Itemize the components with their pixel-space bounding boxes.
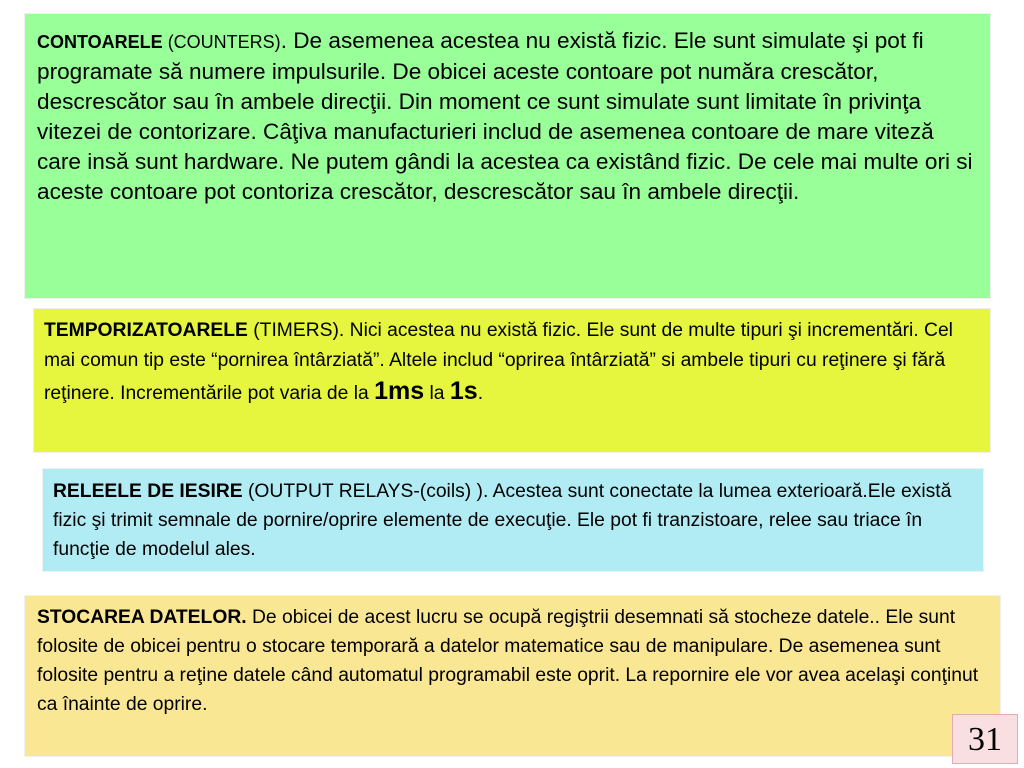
counters-subtitle: (COUNTERS) <box>162 32 281 52</box>
relays-title: RELEELE DE IESIRE <box>53 481 243 502</box>
page-number: 31 <box>952 714 1018 764</box>
counters-title: CONTOARELE <box>37 32 163 52</box>
timers-text: (TIMERS). Nici acestea nu există fizic. Ele sunt de multe tipuri şi incrementări. Cel mai comun tip este “pornirea întârziată”. Altele includ “oprirea întârziată” si ambele tipuri cu reţinere şi fără reţinere. Incrementările pot varia de la <box>44 320 953 404</box>
counters-paragraph <box>37 26 976 207</box>
counters-text: . De asemenea acestea nu există fizic. Ele sunt simulate şi pot fi programate să numere impulsurile. De obicei aceste contoare pot număra crescător, descrescător sau în ambele direcţii. Din moment ce sunt simulate sunt limitate în privinţa vitezei de contorizare. Câţiva manufacturieri includ de asemenea contoare de mare viteză care insă sunt hardware. Ne putem gândi la acestea ca existând fizic. De cele mai multe ori si aceste contoare pot contoriza crescător, descrescător sau în ambele direcţii. <box>37 28 973 204</box>
timers-paragraph <box>44 316 980 409</box>
timers-connector: la <box>424 383 450 404</box>
timers-max-value: 1s <box>449 377 478 405</box>
storage-title: STOCAREA DATELOR. <box>37 607 247 628</box>
storage-paragraph <box>37 603 990 719</box>
relays-section <box>43 469 983 571</box>
timers-title: TEMPORIZATOARELE <box>44 320 248 341</box>
relays-text: (OUTPUT RELAYS-(coils) ). Acestea sunt conectate la lumea exterioară.Ele există fizic şi trimit semnale de pornire/oprire elemente de execuţie. Ele pot fi tranzistoare, relee sau triace în funcţie de modelul ales. <box>53 481 952 560</box>
timers-min-value: 1ms <box>374 377 425 405</box>
storage-section <box>25 596 1000 756</box>
relays-paragraph <box>53 477 973 564</box>
timers-end: . <box>477 383 484 404</box>
counters-section <box>25 14 990 298</box>
storage-text: De obicei de acest lucru se ocupă regiştrii desemnati să stocheze datele.. Ele sunt folosite de obicei pentru o stocare temporară a datelor matematice sau de manipulare. De asemenea sunt folosite pentru a reţine datele când automatul programabil este oprit. La repornire ele vor avea acelaşi conţinut ca înainte de oprire. <box>37 607 979 715</box>
timers-section <box>34 309 990 452</box>
